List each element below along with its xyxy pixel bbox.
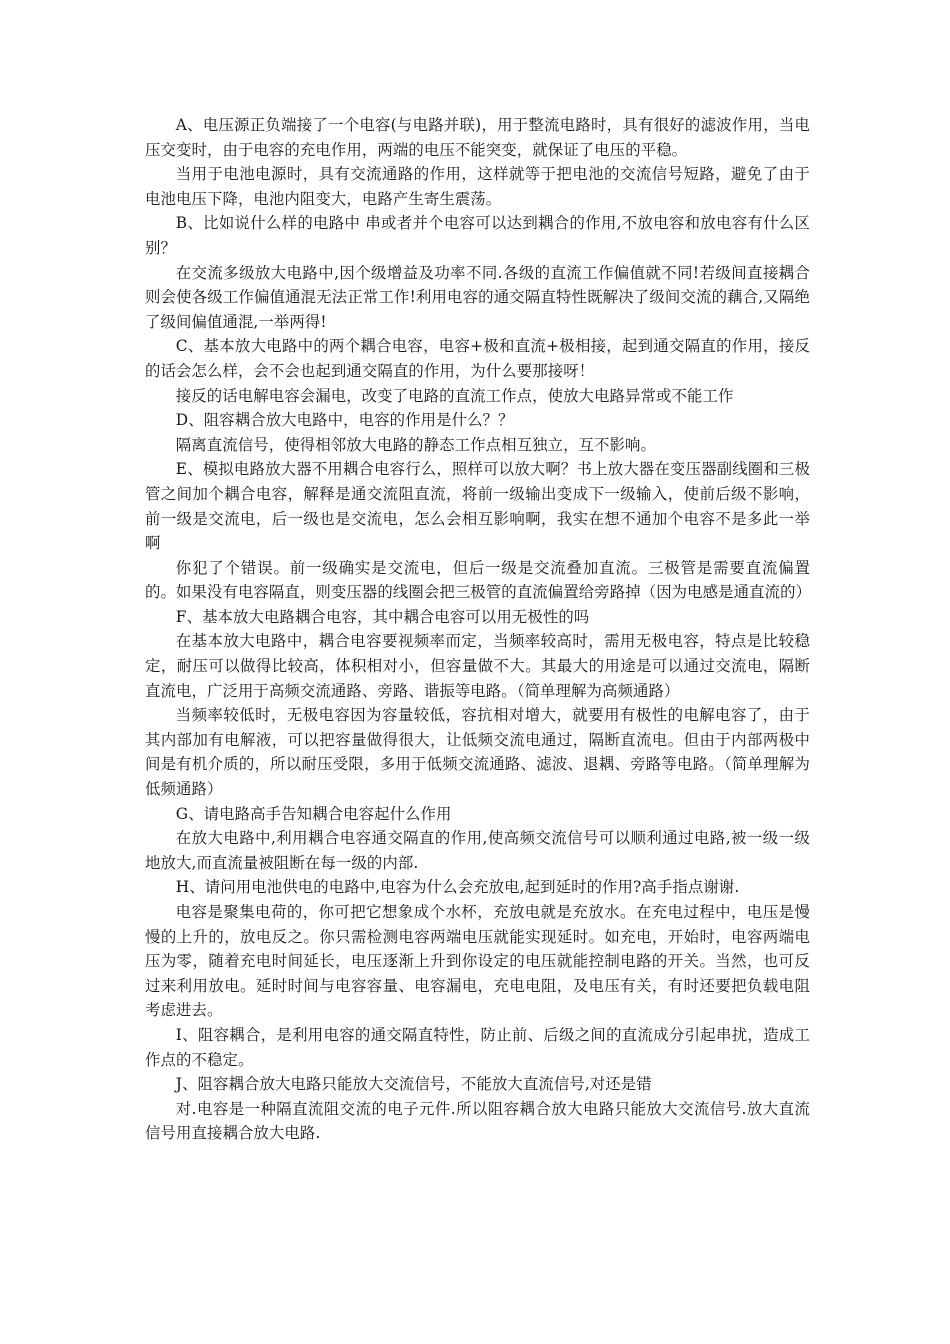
paragraph-c-answer: 接反的话电解电容会漏电，改变了电路的直流工作点，使放大电路异常或不能工作 <box>175 386 734 405</box>
paragraph-e-question: E、模拟电路放大器不用耦合电容行么，照样可以放大啊？书上放大器在变压器副线圈和三极管之间加个耦合电容，解释是通交流阻直流，将前一级输出变成下一级输入，使前后级不影响，前一级是交流电，后一级也是交流电，怎么会相互影响啊，我实在想不通加个电容不是多此一举啊 <box>145 460 810 553</box>
paragraph-b-answer: 在交流多级放大电路中,因个级增益及功率不同.各级的直流工作偏值就不同!若级间直接耦合则会使各级工作偏值通混无法正常工作!利用电容的通交隔直特性既解决了级间交流的藕合,又隔绝了级间偏值通混,一举两得! <box>145 263 810 331</box>
paragraph-f-answer-low: 当频率较低时，无极电容因为容量较低，容抗相对增大，就要用有极性的电解电容了，由于其内部加有电解液，可以把容量做得很大，让低频交流电通过，隔断直流电。但由于内部两极中间是有机介质的，所以耐压受限，多用于低频交流通路、滤波、退耦、旁路等电路。（简单理解为低频通路） <box>145 706 810 799</box>
paragraph-j-answer: 对.电容是一种隔直流阻交流的电子元件.所以阻容耦合放大电路只能放大交流信号.放大直流信号用直接耦合放大电路. <box>145 1099 810 1143</box>
paragraph-i: I、阻容耦合，是利用电容的通交隔直特性，防止前、后级之间的直流成分引起串扰，造成工作点的不稳定。 <box>145 1025 810 1069</box>
paragraph-a-question: A、电压源正负端接了一个电容(与电路并联)，用于整流电路时，具有很好的滤波作用，当电压交变时，由于电容的充电作用，两端的电压不能突变，就保证了电压的平稳。 <box>145 116 810 159</box>
paragraph-c-question: C、基本放大电路中的两个耦合电容，电容+极和直流+极相接，起到通交隔直的作用，接反的话会怎么样，会不会也起到通交隔直的作用，为什么要那接呀！ <box>145 337 810 380</box>
paragraph-d-question: D、阻容耦合放大电路中，电容的作用是什么？？ <box>175 411 514 430</box>
paragraph-f-answer-high: 在基本放大电路中，耦合电容要视频率而定，当频率较高时，需用无极电容，特点是比较稳定，耐压可以做得比较高，体积相对小，但容量做不大。其最大的用途是可以通过交流电，隔断直流电，广泛用于高频交流通路、旁路、谐振等电路。（简单理解为高频通路） <box>145 632 810 700</box>
paragraph-g-answer: 在放大电路中,利用耦合电容通交隔直的作用,使高频交流信号可以顺利通过电路,被一级一级地放大,而直流量被阻断在每一级的内部. <box>145 829 810 872</box>
paragraph-e-answer: 你犯了个错误。前一级确实是交流电，但后一级是交流叠加直流。三极管是需要直流偏置的。如果没有电容隔直，则变压器的线圈会把三极管的直流偏置给旁路掉（因为电感是通直流的） <box>145 558 812 602</box>
paragraph-h-question: H、请问用电池供电的电路中,电容为什么会充放电,起到延时的作用?高手指点谢谢. <box>175 878 740 897</box>
paragraph-g-question: G、请电路高手告知耦合电容起什么作用 <box>175 804 452 823</box>
paragraph-b-question: B、比如说什么样的电路中 串或者并个电容可以达到耦合的作用,不放电容和放电容有什么区别？ <box>145 214 810 257</box>
paragraph-d-answer: 隔离直流信号，使得相邻放大电路的静态工作点相互独立，互不影响。 <box>175 435 657 454</box>
paragraph-h-answer: 电容是聚集电荷的，你可把它想象成个水杯，充放电就是充放水。在充电过程中，电压是慢慢的上升的，放电反之。你只需检测电容两端电压就能实现延时。如充电，开始时，电容两端电压为零，随着充电时间延长，电压逐渐上升到你设定的电压就能控制电路的开关。当然，也可反过来利用放电。延时时间与电容容量、电容漏电，充电电阻，及电压有关，有时还要把负载电阻考虑进去。 <box>145 903 810 1020</box>
paragraph-a-battery: 当用于电池电源时，具有交流通路的作用，这样就等于把电池的交流信号短路，避免了由于电池电压下降，电池内阻变大，电路产生寄生震荡。 <box>145 165 810 208</box>
paragraph-j-question: J、阻容耦合放大电路只能放大交流信号，不能放大直流信号,对还是错 <box>175 1075 652 1094</box>
paragraph-f-question: F、基本放大电路耦合电容，其中耦合电容可以用无极性的吗 <box>175 607 590 626</box>
document-body <box>145 113 810 1146</box>
